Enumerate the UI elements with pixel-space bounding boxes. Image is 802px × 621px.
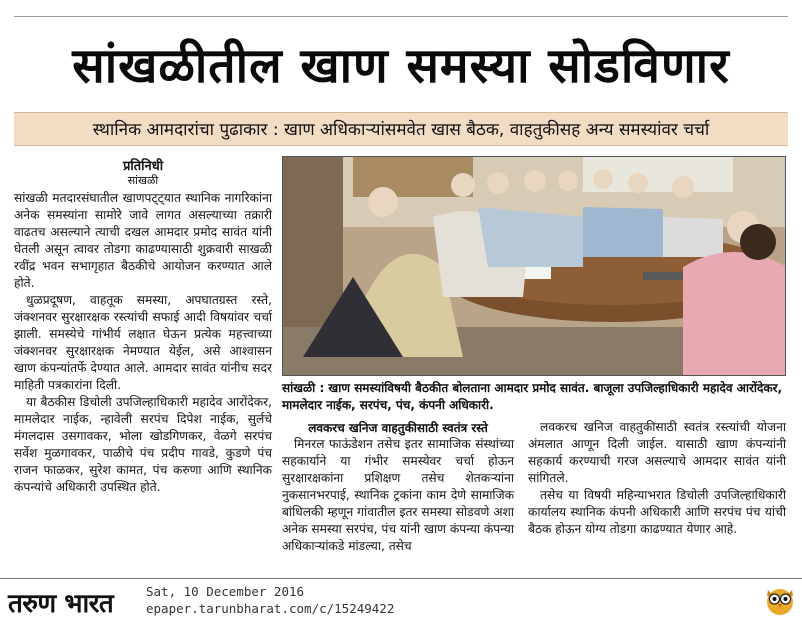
owl-mascot-icon — [764, 582, 796, 616]
epaper-url[interactable]: epaper.tarunbharat.com/c/15249422 — [146, 601, 395, 616]
article-column-1 — [14, 190, 272, 496]
meeting-photo — [282, 156, 786, 376]
article-column-3 — [528, 419, 786, 538]
meeting-photo-illustration — [283, 157, 786, 376]
article-column-2 — [282, 436, 514, 555]
article-paragraph: मिनरल फाऊंडेशन तसेच इतर सामाजिक संस्थांच्या सहकार्याने या गंभीर समस्येवर चर्चा होऊन सुरक्षारक्षकांना प्रशिक्षण तसेच शेतकऱ्यांना नुकसानभरपाई, स्थानिक ट्रकांना काम देणे सामाजिक बांधिलकी म्हणून गांवातील इतर समस्या सोडवणे अशा अनेक समस्या सरपंच, पंच यांनी खाण कंपन्या कंपन्या अधिकाऱ्यांकडे मांडल्या, तसेच — [282, 437, 514, 553]
edition-date: Sat, 10 December 2016 — [146, 584, 305, 599]
article-paragraph: या बैठकीस डिचोली उपजिल्हाधिकारी महादेव आरोंदेकर, मामलेदार नाईक, न्हावेली सरपंच दिपेश नाईक, सुर्लचे मंगलदास उसगावकर, भोला खोडगिणकर, वेळगे सरपंच सर्वेश मुळगावकर, पाळीचे पंच प्रदीप गावडे, कुडणे पंच राजन फाळकर, सुरेश कामत, पंच करुणा आणि स्थानिक कंपन्यांचे अधिकारी उपस्थित होते. — [14, 395, 272, 494]
subheadline-banner — [14, 112, 788, 146]
article-paragraph: लवकरच खनिज वाहतुकीसाठी स्वतंत्र रस्त्यांची योजना अंमलात आणून दिली जाईल. यासाठी खाण कंपन्यांनी सहकार्य करण्याची गरज असल्याचे आमदार सावंत यांनी सांगितले. — [528, 420, 786, 485]
footer-rule — [0, 578, 802, 579]
article-paragraph: तसेच या विषयी महिन्याभरात डिचोली उपजिल्हाधिकारी कार्यालय स्थानिक कंपनी अधिकारी आणि सरपंच पंच यांची बैठक होऊन योग्य तोडगा काढण्यात येणार आहे. — [528, 488, 786, 536]
headline: सांखळीतील खाण समस्या सोडविणार — [72, 38, 730, 94]
photo-caption: सांखळी : खाण समस्यांविषयी बैठकीत बोलताना आमदार प्रमोद सावंत. बाजूला उपजिल्हाधिकारी महादेव आरोंदेकर, मामलेदार नाईक, सरपंच, पंच, कंपनी अधिकारी. — [282, 381, 783, 412]
section-subhead: लवकरच खनिज वाहतुकीसाठी स्वतंत्र रस्ते — [308, 421, 488, 435]
byline: प्रतिनिधी — [122, 159, 164, 174]
newspaper-logo: तरुण भारत — [8, 589, 114, 619]
top-rule — [14, 16, 788, 17]
dateline: सांखळी — [127, 174, 159, 187]
subheadline: स्थानिक आमदारांचा पुढाकार : खाण अधिकाऱ्यांसमवेत खास बैठक, वाहतुकीसह अन्य समस्यांवर चर्चा — [92, 120, 710, 140]
article-paragraph: सांखळी मतदारसंघातील खाणपट्ट्यात स्थानिक नागरिकांना अनेक समस्यांना सामोरे जावे लागत असल्याच्या तक्रारी वाढतच असल्याने त्याची दखल आमदार प्रमोद सावंत यांनी घेतली असून त्वावर तोडगा काढण्यासाठी शुक्रवारी साखळी रवींद्र भवन सभागृहात बैठकीचे आयोजन करण्यात आले होते. — [14, 191, 272, 290]
article-paragraph: धुळप्रदूषण, वाहतूक समस्या, अपघातग्रस्त रस्ते, जंक्शनवर सुरक्षारक्षक रस्त्यांची सफाई आदी विषयांवर चर्चा झाली. समस्येचे गांभीर्य लक्षात घेऊन प्रत्येक महत्त्वाच्या जंक्शनवर सुरक्षारक्षक नेमण्यात येईल, असे आश्वासन खाण कंपन्यांतर्फे देण्यात आले. आमदार सावंत यांनीच सदर माहिती पत्रकारांना दिली. — [14, 293, 272, 392]
